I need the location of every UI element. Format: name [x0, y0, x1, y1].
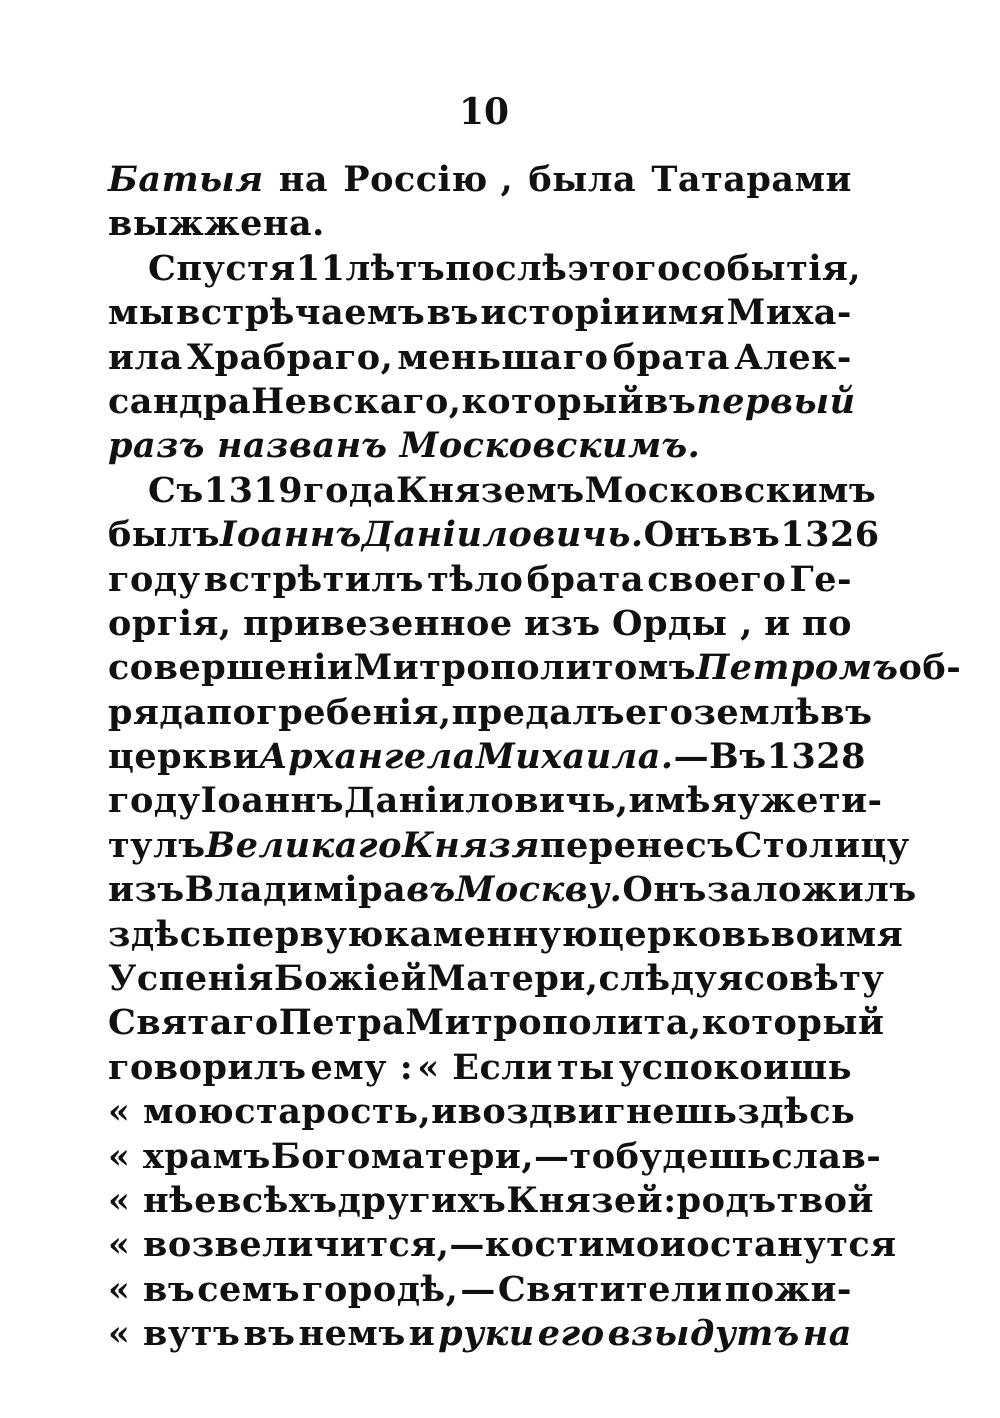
word: ти- [818, 780, 883, 822]
word: былъ [108, 514, 220, 556]
word: слав- [771, 1135, 882, 1177]
word: тѣло [427, 558, 524, 600]
word: кости [484, 1224, 605, 1266]
word: « храмъ [108, 1135, 271, 1177]
word: старость, [234, 1091, 432, 1133]
word: оргія, [108, 602, 232, 644]
word: брата [526, 558, 645, 600]
word: Съ [148, 469, 204, 511]
word: — [449, 1224, 485, 1266]
word: по [802, 602, 852, 644]
word: то [569, 1135, 616, 1177]
word: совѣту [743, 958, 885, 1000]
text-line [108, 735, 866, 779]
word: Іоаннъ [200, 780, 345, 822]
word: послѣ [445, 247, 568, 289]
word: въ [644, 380, 697, 422]
text-line [108, 1223, 897, 1267]
word: « Если [417, 1046, 553, 1088]
word: названъ [216, 425, 388, 467]
word: Онъ [643, 514, 729, 556]
word: разъ [108, 425, 205, 467]
page-text [108, 158, 962, 1357]
word: Миха- [726, 292, 852, 334]
word: Московскимъ [584, 469, 877, 511]
word: тулъ [108, 824, 206, 866]
word: Божіей [273, 958, 427, 1000]
word: погребенія, [206, 691, 452, 733]
text-line [108, 513, 880, 557]
word: встрѣтилъ [203, 558, 424, 600]
text-line [108, 1268, 852, 1312]
word: имѣя [628, 780, 738, 822]
text-line [108, 691, 873, 735]
word: выжжена. [108, 203, 325, 245]
word: « нѣе [108, 1179, 218, 1221]
text-line [108, 646, 962, 690]
word: который [461, 380, 645, 422]
text-line [108, 247, 862, 291]
word: взыдутъ [607, 1313, 800, 1355]
word: исторіи [480, 292, 640, 334]
word: имя [641, 292, 726, 334]
word: руки [438, 1313, 535, 1355]
word: 1328 [766, 736, 866, 778]
text-line [108, 1090, 856, 1134]
text-line [108, 380, 856, 424]
word: всѣхъ [217, 1179, 338, 1221]
text-line [108, 868, 917, 912]
word: Въ [709, 736, 767, 778]
word: 11 [295, 247, 346, 289]
word: года [303, 469, 396, 511]
word: и [408, 1313, 436, 1355]
word: Алек- [734, 336, 852, 378]
word: « возвеличится, [108, 1224, 450, 1266]
word: Матери, [427, 958, 599, 1000]
word: 1326 [780, 514, 880, 556]
word: Храбраго, [186, 336, 394, 378]
word: ряда [108, 691, 207, 733]
text-line [108, 424, 852, 468]
word: Князя [401, 824, 540, 866]
word: событія, [680, 247, 862, 289]
word: первый [696, 380, 856, 422]
word: въ [406, 869, 456, 911]
word: ему : [310, 1046, 414, 1088]
word: году [108, 558, 201, 600]
word: землѣ [693, 691, 821, 733]
word: немъ [298, 1313, 406, 1355]
word: останутся [686, 1224, 897, 1266]
word: успокоишь [618, 1046, 852, 1088]
word: ила [108, 336, 183, 378]
word: « въ [108, 1268, 196, 1310]
text-line [108, 469, 877, 513]
word: Митрополита, [405, 1002, 702, 1044]
text-line [108, 1001, 885, 1045]
word: Батыя [108, 159, 264, 200]
word: въ [820, 691, 873, 733]
word: Іоаннъ [219, 514, 362, 556]
word: брата [612, 336, 731, 378]
word: меньшаго [397, 336, 609, 378]
word: совершеніи [108, 647, 354, 689]
word: городѣ, [302, 1268, 459, 1310]
word: Святаго [108, 1002, 279, 1044]
word: своего [647, 558, 787, 600]
book-page [108, 91, 962, 1357]
word: ты [556, 1046, 615, 1088]
word: году [108, 780, 201, 822]
word: и [764, 602, 791, 644]
word: во [770, 913, 820, 955]
word: встрѣчаемъ [176, 292, 426, 334]
word: Великаго [205, 824, 402, 866]
word: на [278, 159, 329, 200]
word: Богоматери,— [270, 1135, 570, 1177]
word: въ [243, 1313, 296, 1355]
word: заложилъ [706, 869, 917, 911]
word: говорилъ [108, 1046, 307, 1088]
text-line [108, 1312, 852, 1356]
word: родъ [676, 1179, 777, 1221]
word: другихъ [337, 1179, 507, 1221]
word: предалъ [451, 691, 625, 733]
word: Татарами [651, 159, 852, 200]
text-line [108, 158, 852, 202]
text-line [108, 291, 852, 335]
text-line [108, 824, 910, 868]
word: его [624, 691, 694, 733]
text-line [108, 913, 904, 957]
page-number: 10 [458, 91, 510, 133]
word: Владиміра [184, 869, 407, 911]
word: Княземъ [395, 469, 585, 511]
word: Святители [497, 1268, 723, 1310]
word: и [431, 1091, 458, 1133]
text-line [108, 1046, 852, 1090]
word: имя [819, 913, 904, 955]
word: Московскимъ. [399, 425, 701, 467]
text-line [108, 558, 852, 602]
word: на [802, 1313, 852, 1355]
word: Петромъ [696, 647, 899, 689]
text-line [108, 1135, 882, 1179]
word: который [701, 1002, 885, 1044]
word: Орды , [612, 602, 753, 644]
word: здѣсь [108, 913, 226, 955]
word: каменную [383, 913, 598, 955]
word: перенесъ [539, 824, 735, 866]
word: въ [728, 514, 781, 556]
word: изъ [108, 869, 185, 911]
text-line [108, 779, 883, 823]
word: мы [108, 292, 175, 334]
text-line [108, 336, 852, 380]
word: Митрополитомъ [353, 647, 697, 689]
word: уже [737, 780, 819, 822]
word: об- [898, 647, 962, 689]
word: Даніиловичь, [344, 780, 629, 822]
word: была [528, 159, 637, 200]
word: семъ [197, 1268, 301, 1310]
word: Россію , [343, 159, 514, 200]
word: этого [567, 247, 681, 289]
word: сандра [108, 380, 252, 422]
text-line [108, 202, 852, 246]
word: церковь [597, 913, 771, 955]
word: здѣсь [737, 1091, 856, 1133]
word: Спустя [148, 247, 296, 289]
word: Архангела [259, 736, 476, 778]
word: пожи- [724, 1268, 852, 1310]
word: 1319 [203, 469, 304, 511]
word: Князей: [506, 1179, 677, 1221]
word: слѣдуя [598, 958, 744, 1000]
word: Успенія [108, 958, 274, 1000]
word: Столицу [734, 824, 910, 866]
word: Михаила. [475, 736, 674, 778]
word: — [673, 736, 710, 778]
word: твой [776, 1179, 874, 1221]
word: Даніиловичь. [361, 514, 644, 556]
word: его [537, 1313, 605, 1355]
word: — [460, 1268, 496, 1310]
word: мои [604, 1224, 687, 1266]
word: лѣтъ [345, 247, 446, 289]
text-line [108, 602, 852, 646]
word: церкви [108, 736, 260, 778]
word: Москву. [455, 869, 623, 911]
word: « мою [108, 1091, 235, 1133]
word: воздвигнешь [457, 1091, 738, 1133]
word: Онъ [622, 869, 707, 911]
word: привезенное [243, 602, 513, 644]
word: изъ [523, 602, 601, 644]
text-line [108, 1179, 874, 1223]
word: въ [426, 292, 479, 334]
word: будешь [615, 1135, 772, 1177]
word: первую [225, 913, 384, 955]
text-line [108, 957, 885, 1001]
word: Ге- [789, 558, 852, 600]
word: Петра [278, 1002, 406, 1044]
word: « вутъ [108, 1313, 241, 1355]
word: Невскаго, [251, 380, 462, 422]
